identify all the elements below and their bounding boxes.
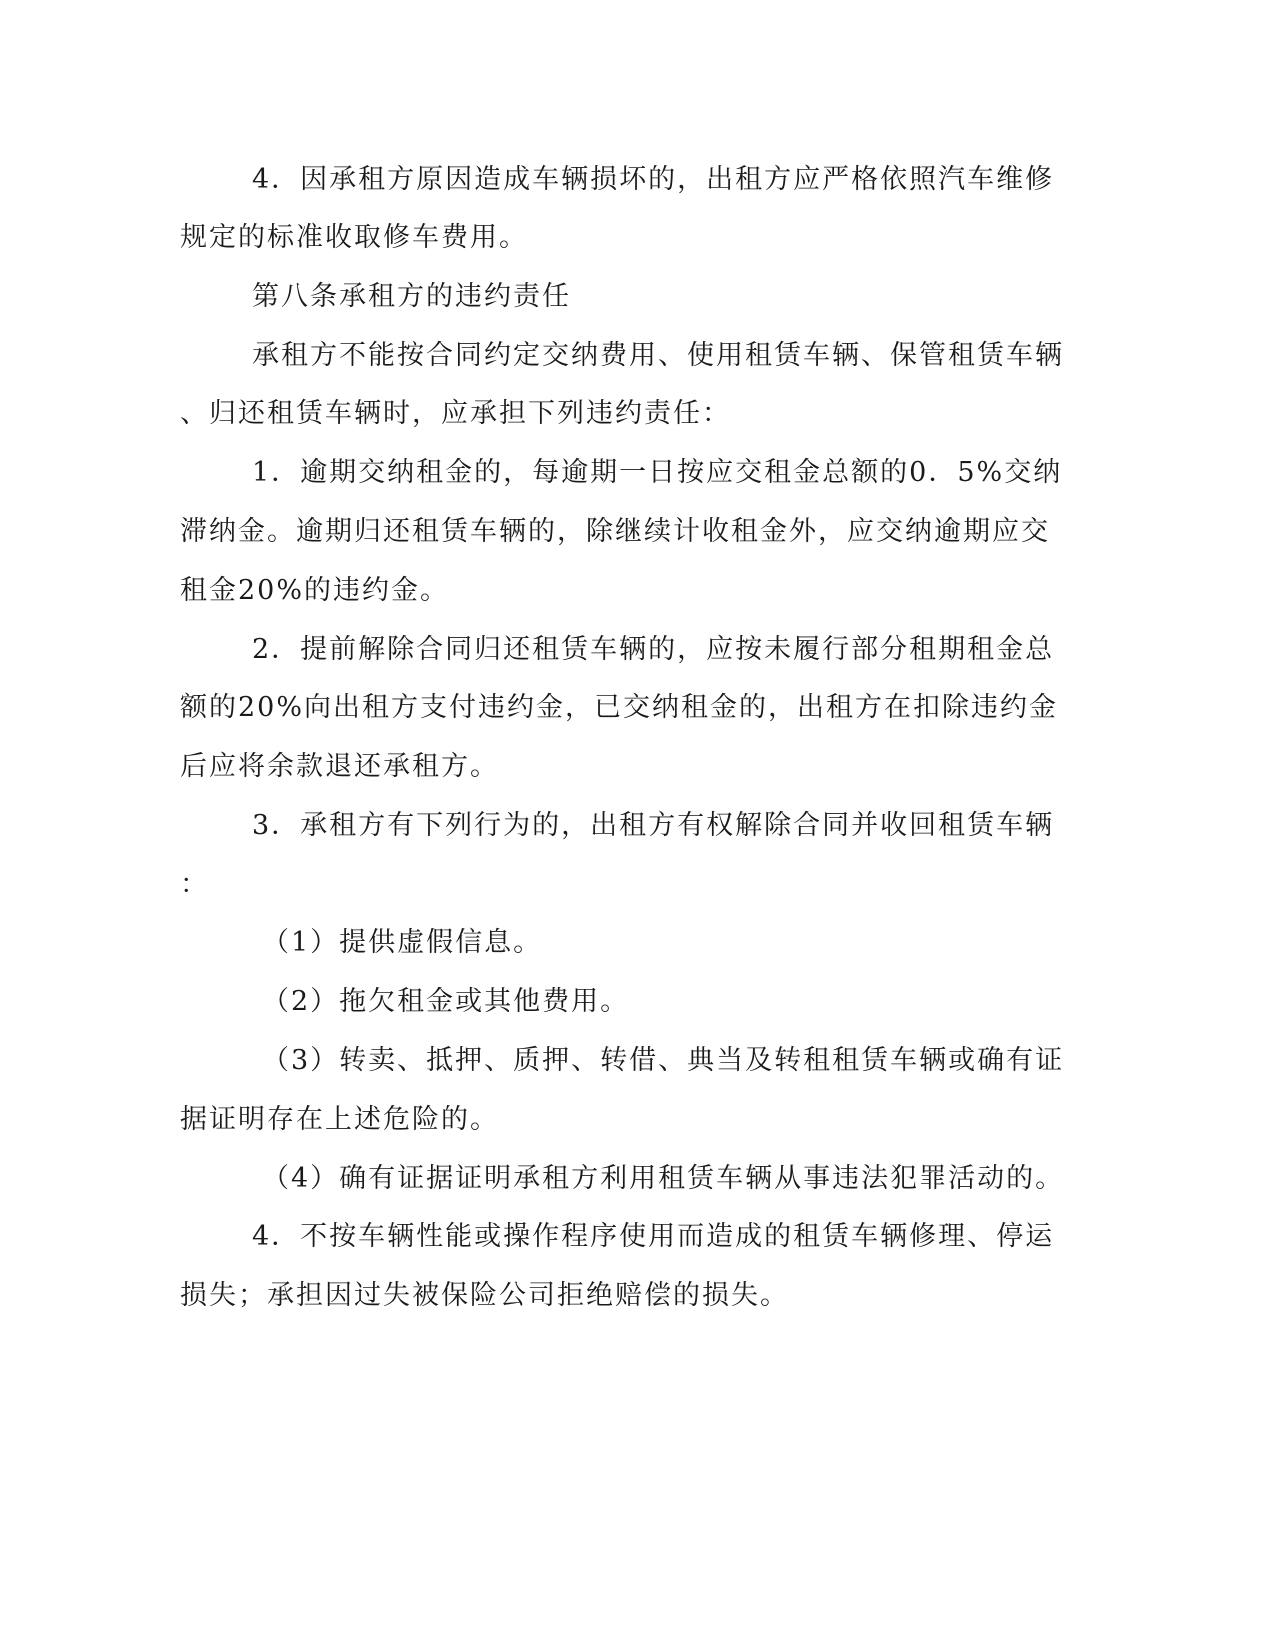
list-item: （3）转卖、抵押、质押、转借、典当及转租租赁车辆或确有证 xyxy=(262,1045,1065,1076)
paragraph-line: 损失；承担因过失被保险公司拒绝赔偿的损失。 xyxy=(180,1280,789,1311)
paragraph-line: 租金20%的违约金。 xyxy=(180,575,450,606)
paragraph-line: 、归还租赁车辆时，应承担下列违约责任： xyxy=(180,398,731,429)
paragraph-line: 后应将余款退还承租方。 xyxy=(180,751,499,782)
paragraph-line: 4．因承租方原因造成车辆损坏的，出租方应严格依照汽车维修 xyxy=(252,164,1055,195)
paragraph-line: 滞纳金。逾期归还租赁车辆的，除继续计收租金外，应交纳逾期应交 xyxy=(180,516,1050,547)
section-heading: 第八条承租方的违约责任 xyxy=(252,281,571,312)
list-item: （4）确有证据证明承租方利用租赁车辆从事违法犯罪活动的。 xyxy=(262,1163,1065,1194)
paragraph-line: 规定的标准收取修车费用。 xyxy=(180,222,528,253)
paragraph-line: 承租方不能按合同约定交纳费用、使用租赁车辆、保管租赁车辆 xyxy=(252,340,1064,371)
paragraph-line: 3．承租方有下列行为的，出租方有权解除合同并收回租赁车辆 xyxy=(252,810,1055,841)
list-item: （2）拖欠租金或其他费用。 xyxy=(262,986,630,1017)
paragraph-line: ： xyxy=(180,869,209,900)
paragraph-line: 2．提前解除合同归还租赁车辆的，应按未履行部分租期租金总 xyxy=(252,634,1055,665)
paragraph-line: 据证明存在上述危险的。 xyxy=(180,1104,499,1135)
list-item: （1）提供虚假信息。 xyxy=(262,927,543,958)
paragraph-line: 4．不按车辆性能或操作程序使用而造成的租赁车辆修理、停运 xyxy=(252,1221,1055,1252)
paragraph-line: 1．逾期交纳租金的，每逾期一日按应交租金总额的0．5%交纳 xyxy=(252,457,1063,488)
paragraph-line: 额的20%向出租方支付违约金，已交纳租金的，出租方在扣除违约金 xyxy=(180,692,1059,723)
